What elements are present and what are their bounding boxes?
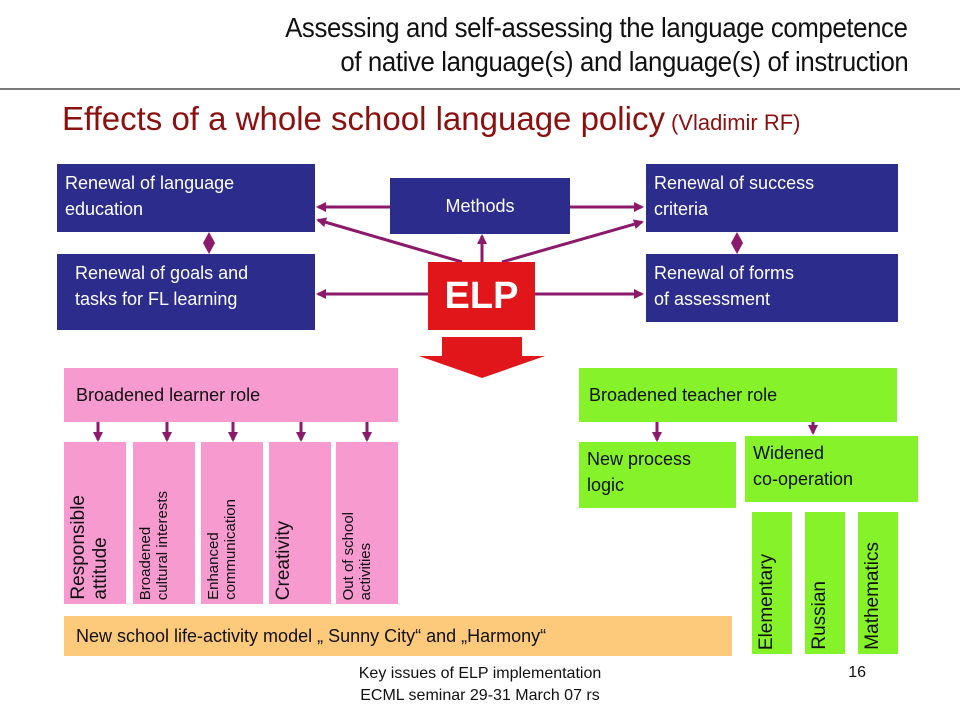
box-broadened-learner-role <box>64 368 398 422</box>
footer-line-2: ECML seminar 29-31 March 07 rs <box>360 687 600 704</box>
box-renewal-success-criteria <box>646 164 898 232</box>
box-renewal-language-label: Renewal of language education <box>65 173 235 219</box>
box-elp-label: ELP <box>444 274 519 317</box>
learner-item-label: Responsible attitude <box>68 495 111 600</box>
learner-item-cultural <box>133 442 195 604</box>
teacher-role-label: Broadened teacher role <box>589 385 778 405</box>
big-down-arrow <box>419 337 545 378</box>
box-methods-label: Methods <box>445 196 515 216</box>
box-elp <box>428 262 535 330</box>
footer-line-1: Key issues of ELP implementation <box>358 665 602 682</box>
box-methods <box>390 178 570 234</box>
box-renewal-language-education <box>57 164 315 232</box>
subject-elementary <box>752 512 792 654</box>
diamond-left <box>203 232 215 254</box>
title-main: Effects of a whole school language policy <box>62 100 665 137</box>
box-renewal-goals-label: Renewal of goals and tasks for FL learning <box>75 263 249 309</box>
box-broadened-teacher-role <box>579 368 897 422</box>
learner-item-label: Enhanced communication <box>205 499 239 600</box>
box-new-process-logic <box>579 442 736 508</box>
page-number: 16 <box>848 664 866 681</box>
subject-label: Elementary <box>756 553 777 650</box>
learner-item-label: Broadened cultural interests <box>137 490 171 600</box>
learner-item-communication <box>201 442 263 604</box>
header-line-1: Assessing and self-assessing the language competence <box>285 12 908 43</box>
header-line-2: of native language(s) and language(s) of instruction <box>340 46 908 77</box>
box-renewal-goals <box>57 254 315 330</box>
subject-russian <box>805 512 845 654</box>
title-subtitle: (Vladimir RF) <box>670 110 801 135</box>
learner-item-responsible <box>64 442 126 604</box>
widened-label: Widened co-operation <box>753 443 854 489</box>
learner-item-label: Creativity <box>273 520 294 600</box>
learner-item-creativity <box>269 442 331 604</box>
learner-item-out-of-school <box>336 442 398 604</box>
box-renewal-forms <box>646 254 898 322</box>
learner-item-label: Out of school activities <box>340 511 374 600</box>
box-widened-cooperation <box>745 436 918 502</box>
box-renewal-forms-label: Renewal of forms of assessment <box>654 263 795 309</box>
box-renewal-success-label: Renewal of success criteria <box>654 173 815 219</box>
box-school-model <box>64 616 732 656</box>
new-process-label: New process logic <box>587 449 692 495</box>
diamond-right <box>731 232 743 254</box>
school-model-label: New school life-activity model „ Sunny City“ and „Harmony“ <box>76 625 547 646</box>
subject-label: Mathematics <box>862 542 883 650</box>
subject-label: Russian <box>809 581 830 650</box>
learner-role-label: Broadened learner role <box>76 384 261 405</box>
subject-mathematics <box>858 512 898 654</box>
